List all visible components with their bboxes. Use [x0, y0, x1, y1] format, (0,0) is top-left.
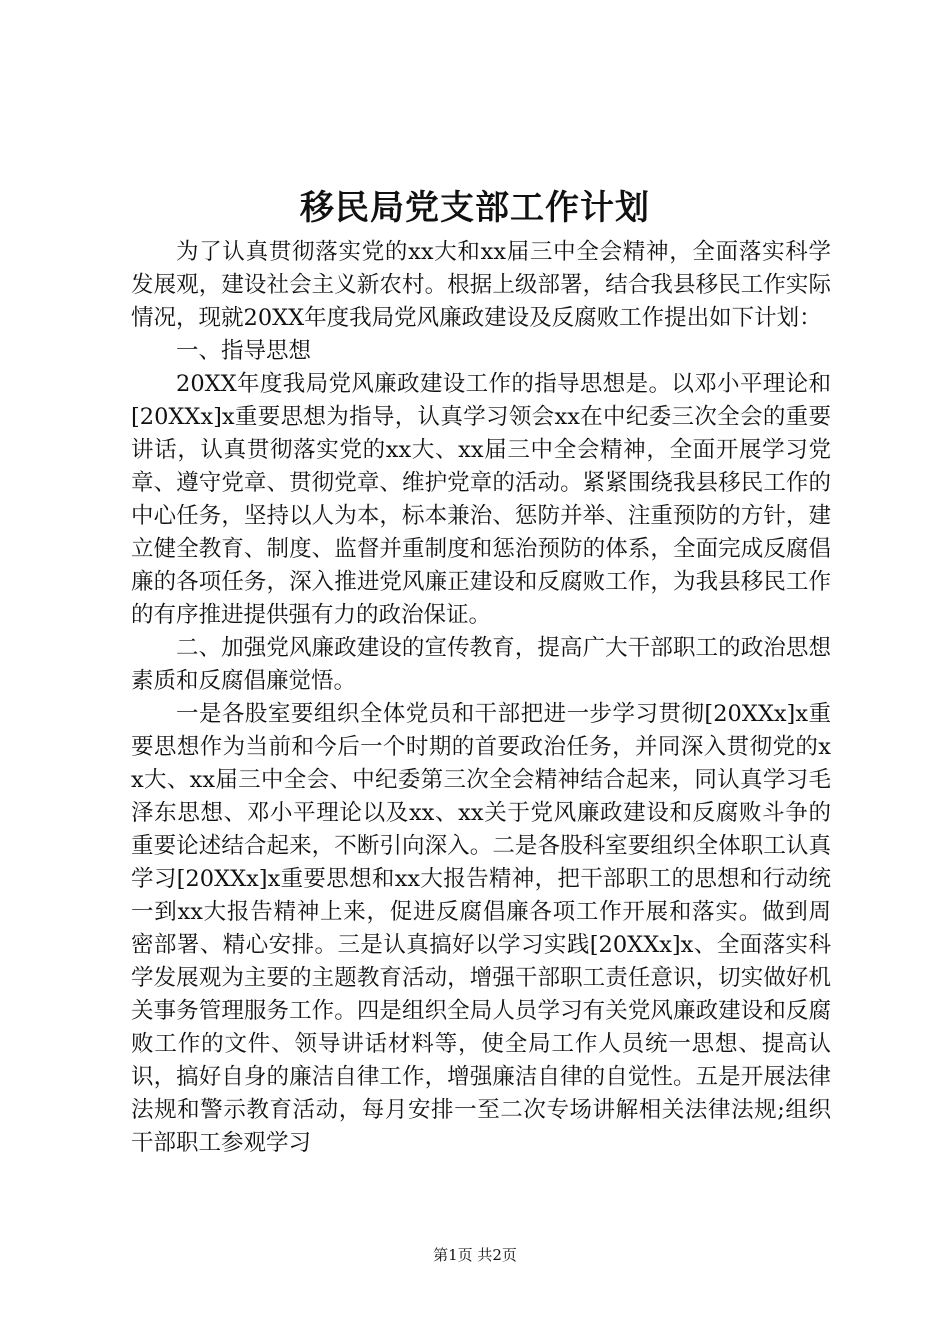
page-footer: 第1页 共2页 [433, 1246, 517, 1264]
document-title: 移民局党支部工作计划 [300, 188, 650, 228]
section-heading-1: 一、指导思想 [176, 338, 312, 364]
paragraph-guiding-thought: 20XX年度我局党风廉政建设工作的指导思想是。以邓小平理论和[20XXx]x重要思想为指导，认真学习领会xx在中纪委三次全会的重要讲话，认真贯彻落实党的xx大、xx届三中全会精神，全面开展学习党章、遵守党章、贯彻党章、维护党章的活动。紧紧围绕我县移民工作的中心任务，坚持以人为本，标本兼治、惩防并举、注重预防的方针，建立健全教育、制度、监督并重制度和惩治预防的体系，全面完成反腐倡廉的各项任务，深入推进党风廉正建设和反腐败工作，为我县移民工作的有序推进提供强有力的政治保证。 [131, 371, 831, 628]
paragraph-measures: 一是各股室要组织全体党员和干部把进一步学习贯彻[20XXx]x重要思想作为当前和今后一个时期的首要政治任务，并同深入贯彻党的xx大、xx届三中全会、中纪委第三次全会精神结合起来，同认真学习毛泽东思想、邓小平理论以及xx、xx关于党风廉政建设和反腐败斗争的重要论述结合起来，不断引向深入。二是各股科室要组织全体职工认真学习[20XXx]x重要思想和xx大报告精神，把干部职工的思想和行动统一到xx大报告精神上来，促进反腐倡廉各项工作开展和落实。做到周密部署、精心安排。三是认真搞好以学习实践[20XXx]x、全面落实科学发展观为主要的主题教育活动，增强干部职工责任意识，切实做好机关事务管理服务工作。四是组织全局人员学习有关党风廉政建设和反腐败工作的文件、领导讲话材料等，使全局工作人员统一思想、提高认识，搞好自身的廉洁自律工作，增强廉洁自律的自觉性。五是开展法律法规和警示教育活动，每月安排一至二次专场讲解相关法律法规;组织干部职工参观学习 [131, 701, 831, 1156]
paragraph-intro: 为了认真贯彻落实党的xx大和xx届三中全会精神，全面落实科学发展观，建设社会主义新农村。根据上级部署，结合我县移民工作实际情况，现就20XX年度我局党风廉政建设及反腐败工作提出如下计划： [131, 239, 831, 331]
document-body [131, 236, 831, 1160]
section-heading-2: 二、加强党风廉政建设的宣传教育，提高广大干部职工的政治思想素质和反腐倡廉觉悟。 [131, 635, 831, 694]
